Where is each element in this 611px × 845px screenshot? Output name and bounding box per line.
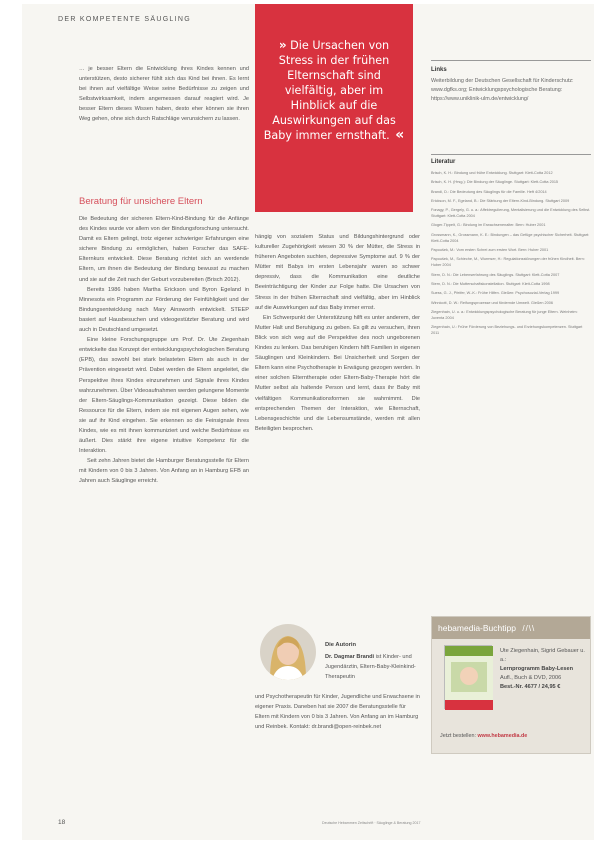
order-label: Jetzt bestellen: (440, 733, 476, 739)
hebamedia-logo-icon: //\\ (522, 624, 536, 633)
section-heading: Beratung für unsichere Eltern (79, 196, 203, 207)
quote-open-mark: » (278, 38, 287, 52)
literature-item: Stern, D. N.: Die Mutterschaftskonstellation. Stuttgart: Klett-Cotta 1998 (431, 281, 550, 286)
column-2-body (255, 232, 420, 434)
intro-paragraph: … je besser Eltern die Entwicklung ihres Kindes kennen und unterstützen, desto sicherer fühlt sich das Kind bei ihnen. Es lernt bei ihnen auf vielfältige Weise seine Bedürfnisse zu zeigen und Selbstwirksamkeit, indem angemessen darauf reagiert wird. Je besser Eltern dieses Wissen haben, desto eher können sie ihren Weg gehen, ohne sich durch Ratschläge verunsichern zu lassen. (79, 66, 249, 123)
book-author: Ute Ziegenhain, Sigrid Gebauer u. a.: (500, 648, 585, 663)
order-link[interactable]: www.hebamedia.de (477, 733, 528, 739)
literature-item: Stern, D. N.: Die Lebenserfahrung des Säuglings. Stuttgart: Klett-Cotta 2007 (431, 272, 560, 277)
literature-item: Papoušek, M., Schieche, M., Wurmser, H.: Regulationsstörungen der frühen Kindheit. Bern: Huber 2004 (431, 257, 585, 268)
book-format: Aufl., Buch & DVD, 2006 (500, 675, 562, 681)
pull-quote (255, 4, 413, 212)
book-tip-box (431, 616, 591, 754)
literature-item: Erickson, M. F., Egeland, B.: Die Stärkung der Eltern-Kind-Bindung. Stuttgart 2009 (431, 198, 570, 203)
author-name: Dr. Dagmar Brandi (325, 654, 375, 660)
author-photo (260, 624, 316, 680)
literature-item: Ziegenhain, U.: Frühe Förderung von Beziehungs- und Erziehungskompetenzen. Stuttgart 2011 (431, 325, 583, 336)
literature-item: Winnicott, D. W.: Reifungsprozesse und fördernde Umwelt. Gießen 2006 (431, 300, 553, 305)
book-title: Lernprogramm Baby-Lesen (500, 666, 574, 672)
author-bio-text: ist Kinder- und Jugendärztin, Eltern-Baby-Kleinkind-Therapeutin (325, 654, 416, 680)
author-bio-continued: und Psychotherapeutin für Kinder, Jugendliche und Erwachsene in eigener Praxis. Daneben hat sie 2007 die Beratungsstelle für Eltern mit Kindern von 0 bis 3 Jahren. Von Anfang an im Hamburg und Reinbek. Kontakt: dr.brandi@open-reinbek.net (255, 694, 420, 730)
magazine-page (22, 4, 594, 840)
column-intro (79, 64, 249, 125)
paragraph: hängig von sozialem Status und Bildungshintergrund oder kultureller Zugehörigkeit wiesen 30 % der Mütter, die Stress in früheren Angeboten suchten, depressive Symptome auf. 9 % der Mütter mit Babys im ersten Lebensjahr waren so schwer depressiv, dass die Kommunikation eine deutliche Beeinträchtigung der Kinder zur Folge hatte. Die Ursachen von Stress in der frühen Elternschaft sind vielfältig, aber im Hinblick auf die Auswirkungen auf das Baby immer ernst. (255, 234, 420, 311)
book-price: Best.-Nr. 4677 / 24,95 € (500, 684, 561, 690)
column-1-body (79, 214, 249, 487)
paragraph: Ein Schwerpunkt der Unterstützung hilft es unter anderem, der Mutter Halt und Beruhigung zu geben. Es gilt zu versuchen, ihren Blick von sich weg auf die Perspektive des noch ungeborenen Kindes zu lenken. Das beruhigen Kindern hilft Familien in eigenen Säuglingen und Kleinkindern. Bei Unsicherheit und Sorgen der Eltern kann eine Psychotherapie in Erwägung gezogen werden. In einer solchen Elterntherapie oder Eltern-Baby-Therapie hört die Mutter selbst als haltende Person und lernt, dass ihr Baby mit vielfältigen Kommunikationsformen sie wahrnimmt. Die entsprechenden Themen der Interaktion, wie Elternschaft, Lebensgeschichte und die Lebensumstände, werden mit allen Beteiligten besprochen. (255, 314, 420, 432)
literature-item: Suess, G. J., Pfeifer, W.-K.: Frühe Hilfen. Gießen: Psychosozial-Verlag 1999 (431, 291, 560, 296)
header-title: DER KOMPETENTE SÄUGLING (58, 16, 191, 23)
book-tip-header (432, 617, 590, 639)
footer-text: Deutsche Hebammen Zeitschrift · Säuglinge & Beratung 2017 (322, 821, 421, 825)
author-label: Die Autorin (325, 642, 357, 648)
page-number: 18 (58, 819, 66, 826)
literature-item: Brandi, D.: Die Bedeutung des Säuglings für die Familie. Heft 4/2014 (431, 189, 547, 194)
divider (431, 154, 591, 155)
divider (431, 60, 591, 61)
paragraph: Eine kleine Forschungsgruppe um Prof. Dr. Ute Ziegenhain entwickelte das Konzept der entwicklungspsychologischen Beratung (EPB), das sowohl bei stark belasteten Eltern als auch in der Prävention eingesetzt wird. Dabei werden die Eltern angeleitet, die Perspektive ihres Kindes einzunehmen und Signale ihres Kindes wahrzunehmen. Über Videoaufnahmen werden gelungene Momente der Eltern-Säuglings-Kommunikation gezeigt. Diese bilden die Ressource für die Eltern, indem sie mit eigenen Augen sehen, wie sie auf ihr Kind eingehen. Sie erkennen so die Feinsignale ihres Kindes, wie es mit ihnen kommuniziert und welche Bedürfnisse es äußert. Dies stärkt ihre eigene intuitive Kompetenz für die Interaktion. (79, 337, 249, 455)
literature-heading: Literatur (431, 159, 456, 165)
literature-item: Papoušek, M.: Vom ersten Schrei zum ersten Wort. Bern: Huber 2001 (431, 248, 549, 253)
book-details (500, 647, 590, 692)
links-text: Weiterbildung der Deutschen Gesellschaft für Kinderschutz: www.dgfks.org; Entwicklungspsychologische Beratung: https://www.uniklinik-ulm.de/entwicklung/ (431, 78, 574, 103)
literature-item: Grossmann, K., Grossmann, K. E.: Bindungen – das Gefüge psychischer Sicherheit. Stuttgart: Klett-Cotta 2004 (431, 232, 590, 243)
paragraph: Die Bedeutung der sicheren Eltern-Kind-Bindung für die Anfänge des Kindes wurde vor allem von der Bindungsforschung untersucht. Damit es Eltern gelingt, trotz eigener schwieriger Erfahrungen eine sichere Bindung zu ermöglichen, haben Forscher das SAFE-Elternkurs entwickelt. Diese Beratung richtet sich an werdende Eltern, um ihnen die Bedeutung der Bindung bewusst zu machen und sie auf die Zeit nach der Geburt vorzubereiten (Brisch 2012). (79, 216, 249, 283)
paragraph: Bereits 1986 haben Martha Erickson und Byron Egeland in Minnesota ein Programm zur Förderung der Feinfühligkeit und der Bindungsentwicklung nach Mary Ainsworth entwickelt. STEEP basiert auf Hausbesuchen und videogestützter Beratung und wird auch in Deutschland umgesetzt. (79, 286, 249, 334)
author-bio (325, 652, 420, 682)
literature-item: Brisch, K. H. (Hrsg.): Die Bindung der Säuglinge. Stuttgart: Klett-Cotta 2015 (431, 180, 559, 185)
literature-item: Fonagy, P., Gergely, G. u. a.: Affektregulierung, Mentalisierung und die Entwicklung des Selbst. Stuttgart: Klett-Cotta 2004 (431, 208, 591, 219)
links-heading: Links (431, 67, 447, 73)
literature-item: Ziegenhain, U. u. a.: Entwicklungspsychologische Beratung für junge Eltern. Weinheim: Juventa 2004 (431, 309, 578, 320)
book-tip-footer (440, 733, 527, 739)
literature-item: Gloger-Tippelt, G.: Bindung im Erwachsenenalter. Bern: Huber 2001 (431, 223, 546, 228)
quote-text: Die Ursachen von Stress in der frühen Elternschaft sind vielfältig, aber im Hinblick auf die Auswirkungen auf das Baby immer ernsthaft. (263, 39, 396, 142)
quote-close-mark: « (395, 127, 405, 143)
book-cover (444, 645, 492, 709)
paragraph: Seit zehn Jahren bietet die Hamburger Beratungsstelle für Eltern mit Kindern von 0 bis 3 Jahren. Von Anfang an in Hamburg EFB an Jahren auch Säuglinge erreicht. (79, 458, 249, 485)
literature-item: Brisch, K. H.: Bindung und frühe Entwicklung. Stuttgart: Klett-Cotta 2012 (431, 171, 553, 175)
book-tip-title: hebamedia-Buchtipp (438, 623, 516, 633)
literature-list (431, 170, 591, 339)
